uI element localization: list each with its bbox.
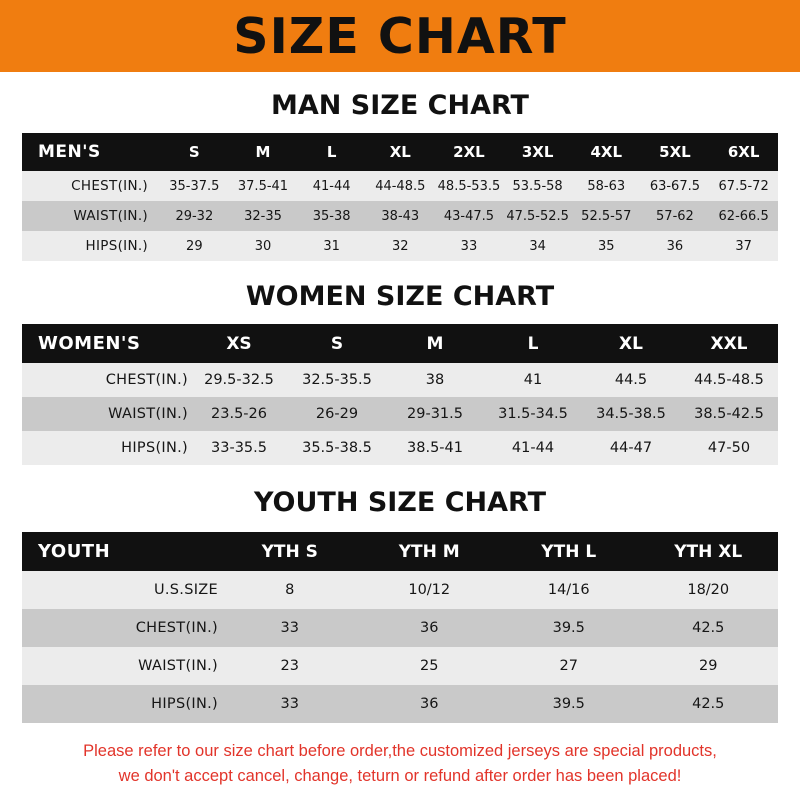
table-cell: 29.5-32.5 <box>204 372 274 388</box>
table-cell: 53.5-58 <box>512 178 563 194</box>
table-cell: 27 <box>559 658 578 674</box>
table-cell: 62-66.5 <box>718 208 769 224</box>
table-cell: 37 <box>735 238 752 254</box>
notice-line-2: we don't accept cancel, change, teturn or refund after order has been placed! <box>118 766 682 785</box>
table-row <box>22 685 778 723</box>
table-cell: 37.5-41 <box>237 178 289 194</box>
table-cell: 52.5-57 <box>581 208 632 224</box>
women-table-header <box>22 324 778 363</box>
table-cell: 47-50 <box>707 440 751 456</box>
table-row <box>22 201 778 231</box>
table-cell: 33 <box>460 238 478 254</box>
table-cell: 34 <box>529 238 546 254</box>
table-cell: 36 <box>420 620 439 636</box>
table-row <box>22 647 778 685</box>
table-corner-header: WOMEN'S <box>38 333 141 354</box>
table-corner-header: MEN'S <box>38 142 101 162</box>
table-cell: 34.5-38.5 <box>596 406 666 422</box>
table-cell: 29 <box>186 238 203 254</box>
table-cell: 44.5 <box>614 372 648 388</box>
table-cell: 41-44 <box>312 178 351 194</box>
banner <box>0 0 800 72</box>
table-cell: 29-32 <box>175 208 214 224</box>
table-cell: 44-47 <box>609 440 653 456</box>
table-cell: 42.5 <box>692 620 725 636</box>
man-size-table <box>22 133 778 261</box>
table-cell: 35-37.5 <box>169 178 220 194</box>
column-header: XL <box>619 333 643 354</box>
column-header: S <box>330 333 344 354</box>
row-header: CHEST(IN.) <box>135 620 218 636</box>
table-cell: 33 <box>280 696 299 712</box>
table-cell: 25 <box>420 658 439 674</box>
column-header: YTH M <box>398 541 460 562</box>
row-header: U.S.SIZE <box>153 582 218 598</box>
youth-section-title: YOUTH SIZE CHART <box>253 487 547 518</box>
row-header: CHEST(IN.) <box>105 372 188 388</box>
column-header: S <box>188 143 200 161</box>
column-header: 4XL <box>590 143 623 161</box>
table-cell: 32.5-35.5 <box>302 372 372 388</box>
table-cell: 38-43 <box>381 208 420 224</box>
table-cell: 29-31.5 <box>407 406 463 422</box>
table-cell: 36 <box>420 696 439 712</box>
table-cell: 39.5 <box>552 696 585 712</box>
table-row <box>22 231 778 261</box>
column-header: 3XL <box>521 143 554 161</box>
table-cell: 44.5-48.5 <box>694 372 764 388</box>
women-table-body <box>22 363 778 465</box>
man-table-header <box>22 133 778 171</box>
row-header: HIPS(IN.) <box>121 440 188 456</box>
table-cell: 31 <box>323 238 340 254</box>
table-row <box>22 363 778 397</box>
table-cell: 43-47.5 <box>443 208 495 224</box>
table-cell: 35.5-38.5 <box>302 440 372 456</box>
column-header: L <box>326 143 337 161</box>
table-cell: 67.5-72 <box>718 178 769 194</box>
table-row <box>22 431 778 465</box>
table-cell: 38.5-42.5 <box>694 406 764 422</box>
column-header: M <box>426 333 444 354</box>
table-row <box>22 571 778 609</box>
table-cell: 44-48.5 <box>375 178 426 194</box>
table-header-row <box>22 133 778 171</box>
row-header: HIPS(IN.) <box>85 238 148 254</box>
table-cell: 47.5-52.5 <box>506 208 569 224</box>
table-cell: 58-63 <box>587 178 626 194</box>
row-header: WAIST(IN.) <box>73 208 148 224</box>
table-cell: 57-62 <box>656 208 694 224</box>
column-header: XS <box>226 333 252 354</box>
table-cell: 32-35 <box>244 208 282 224</box>
column-header: XXL <box>710 333 748 354</box>
table-cell: 35 <box>597 238 615 254</box>
table-row <box>22 171 778 201</box>
column-header: L <box>527 333 539 354</box>
table-cell: 36 <box>666 238 684 254</box>
women-size-table <box>22 324 778 465</box>
table-row <box>22 397 778 431</box>
table-cell: 33-35.5 <box>211 440 267 456</box>
man-table-body <box>22 171 778 261</box>
table-cell: 23.5-26 <box>211 406 267 422</box>
table-cell: 41 <box>523 372 543 388</box>
column-header: XL <box>389 143 411 161</box>
table-row <box>22 609 778 647</box>
table-cell: 38.5-41 <box>407 440 463 456</box>
table-cell: 26-29 <box>315 406 359 422</box>
table-cell: 30 <box>254 238 272 254</box>
table-cell: 14/16 <box>547 582 590 598</box>
table-cell: 48.5-53.5 <box>437 178 501 194</box>
column-header: YTH XL <box>674 541 743 562</box>
page-title: SIZE CHART <box>233 7 567 65</box>
table-cell: 39.5 <box>552 620 585 636</box>
table-cell: 63-67.5 <box>649 178 701 194</box>
table-cell: 38 <box>425 372 445 388</box>
row-header: HIPS(IN.) <box>151 696 218 712</box>
table-corner-header: YOUTH <box>38 541 111 562</box>
order-notice <box>22 739 778 789</box>
youth-table-header <box>22 532 778 571</box>
table-cell: 31.5-34.5 <box>498 406 568 422</box>
table-cell: 29 <box>699 658 718 674</box>
column-header: M <box>255 143 271 161</box>
column-header: YTH S <box>261 541 318 562</box>
notice-line-1: Please refer to our size chart before order,the customized jerseys are special products, <box>83 742 717 760</box>
column-header: 6XL <box>727 143 760 161</box>
table-cell: 33 <box>280 620 299 636</box>
youth-table-body <box>22 571 778 723</box>
youth-size-table <box>22 532 778 723</box>
women-section-title: WOMEN SIZE CHART <box>245 281 555 312</box>
table-cell: 8 <box>285 582 295 598</box>
row-header: WAIST(IN.) <box>108 406 188 422</box>
man-section-title: MAN SIZE CHART <box>271 90 529 121</box>
table-cell: 35-38 <box>312 208 351 224</box>
table-cell: 32 <box>392 238 409 254</box>
content <box>0 90 800 789</box>
column-header: 5XL <box>659 143 691 161</box>
column-header: YTH L <box>541 541 597 562</box>
table-header-row <box>22 324 778 363</box>
table-cell: 23 <box>280 658 299 674</box>
row-header: WAIST(IN.) <box>138 658 218 674</box>
row-header: CHEST(IN.) <box>71 178 148 194</box>
table-cell: 18/20 <box>687 582 730 598</box>
table-header-row <box>22 532 778 571</box>
column-header: 2XL <box>453 143 485 161</box>
table-cell: 42.5 <box>692 696 725 712</box>
table-cell: 10/12 <box>408 582 451 598</box>
table-cell: 41-44 <box>511 440 555 456</box>
